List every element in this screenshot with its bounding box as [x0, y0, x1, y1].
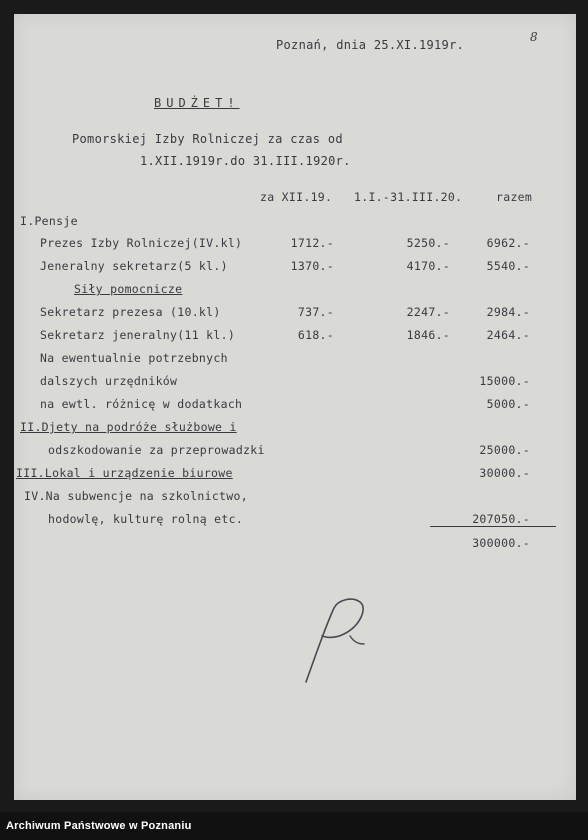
extra-officials-line-2: dalszych urzędników	[40, 374, 178, 388]
section-lokal: III.Lokal i urządzenie biurowe	[16, 466, 233, 480]
row-value-total: 6962.-	[486, 236, 530, 250]
row-value-dec: 1712.-	[290, 236, 334, 250]
handwritten-mark-icon	[294, 590, 384, 690]
row-label: Prezes Izby Rolniczej(IV.kl)	[40, 236, 243, 250]
section-sily-pomocnicze: Siły pomocnicze	[74, 282, 183, 296]
row-label: Sekretarz jeneralny(11 kl.)	[40, 328, 236, 342]
section-subwencje-total: 207050.-	[472, 512, 530, 526]
section-lokal-total: 30000.-	[479, 466, 530, 480]
section-subwencje-line-1: IV.Na subwencje na szkolnictwo,	[24, 489, 248, 503]
budget-title: BUDŻET!	[154, 96, 240, 110]
document-sheet	[14, 14, 576, 800]
column-header-total: razem	[496, 190, 533, 204]
section-subwencje-line-2: hodowlę, kulturę rolną etc.	[48, 512, 244, 526]
row-value-total: 5540.-	[486, 259, 530, 273]
section-djety-line-1: II.Djety na podróże służbowe i	[20, 420, 237, 434]
place-date: Poznań, dnia 25.XI.1919r.	[276, 38, 465, 52]
extra-officials-line-1: Na ewentualnie potrzebnych	[40, 351, 228, 365]
extra-officials-total: 15000.-	[479, 374, 530, 388]
section-djety-line-2: odszkodowanie za przeprowadzki	[48, 443, 265, 457]
section-pensje	[20, 214, 78, 228]
column-header-jan-mar: 1.I.-31.III.20.	[354, 190, 463, 204]
page-number: 8	[530, 30, 538, 44]
title-line-1: Pomorskiej Izby Rolniczej za czas od	[72, 132, 343, 146]
archive-footer	[0, 812, 588, 840]
row-label: Sekretarz prezesa (10.kl)	[40, 305, 221, 319]
grand-total: 300000.-	[472, 536, 530, 550]
row-value-dec: 737.-	[297, 305, 334, 319]
row-value-jan-mar: 5250.-	[406, 236, 450, 250]
row-value-dec: 618.-	[297, 328, 334, 342]
allowance-difference-total: 5000.-	[486, 397, 530, 411]
archive-name: Archiwum Państwowe w Poznaniu	[6, 820, 192, 832]
column-header-dec: za XII.19.	[260, 190, 333, 204]
row-value-jan-mar: 2247.-	[406, 305, 450, 319]
section-pensje-label: I.Pensje	[20, 214, 78, 228]
row-label: Jeneralny sekretarz(5 kl.)	[40, 259, 228, 273]
row-value-jan-mar: 4170.-	[406, 259, 450, 273]
row-value-total: 2984.-	[486, 305, 530, 319]
allowance-difference: na ewtl. różnicę w dodatkach	[40, 397, 243, 411]
title-line-2: 1.XII.1919r.do 31.III.1920r.	[140, 154, 351, 168]
row-value-total: 2464.-	[486, 328, 530, 342]
section-djety-total: 25000.-	[479, 443, 530, 457]
sum-rule	[430, 526, 556, 527]
row-value-dec: 1370.-	[290, 259, 334, 273]
row-value-jan-mar: 1846.-	[406, 328, 450, 342]
